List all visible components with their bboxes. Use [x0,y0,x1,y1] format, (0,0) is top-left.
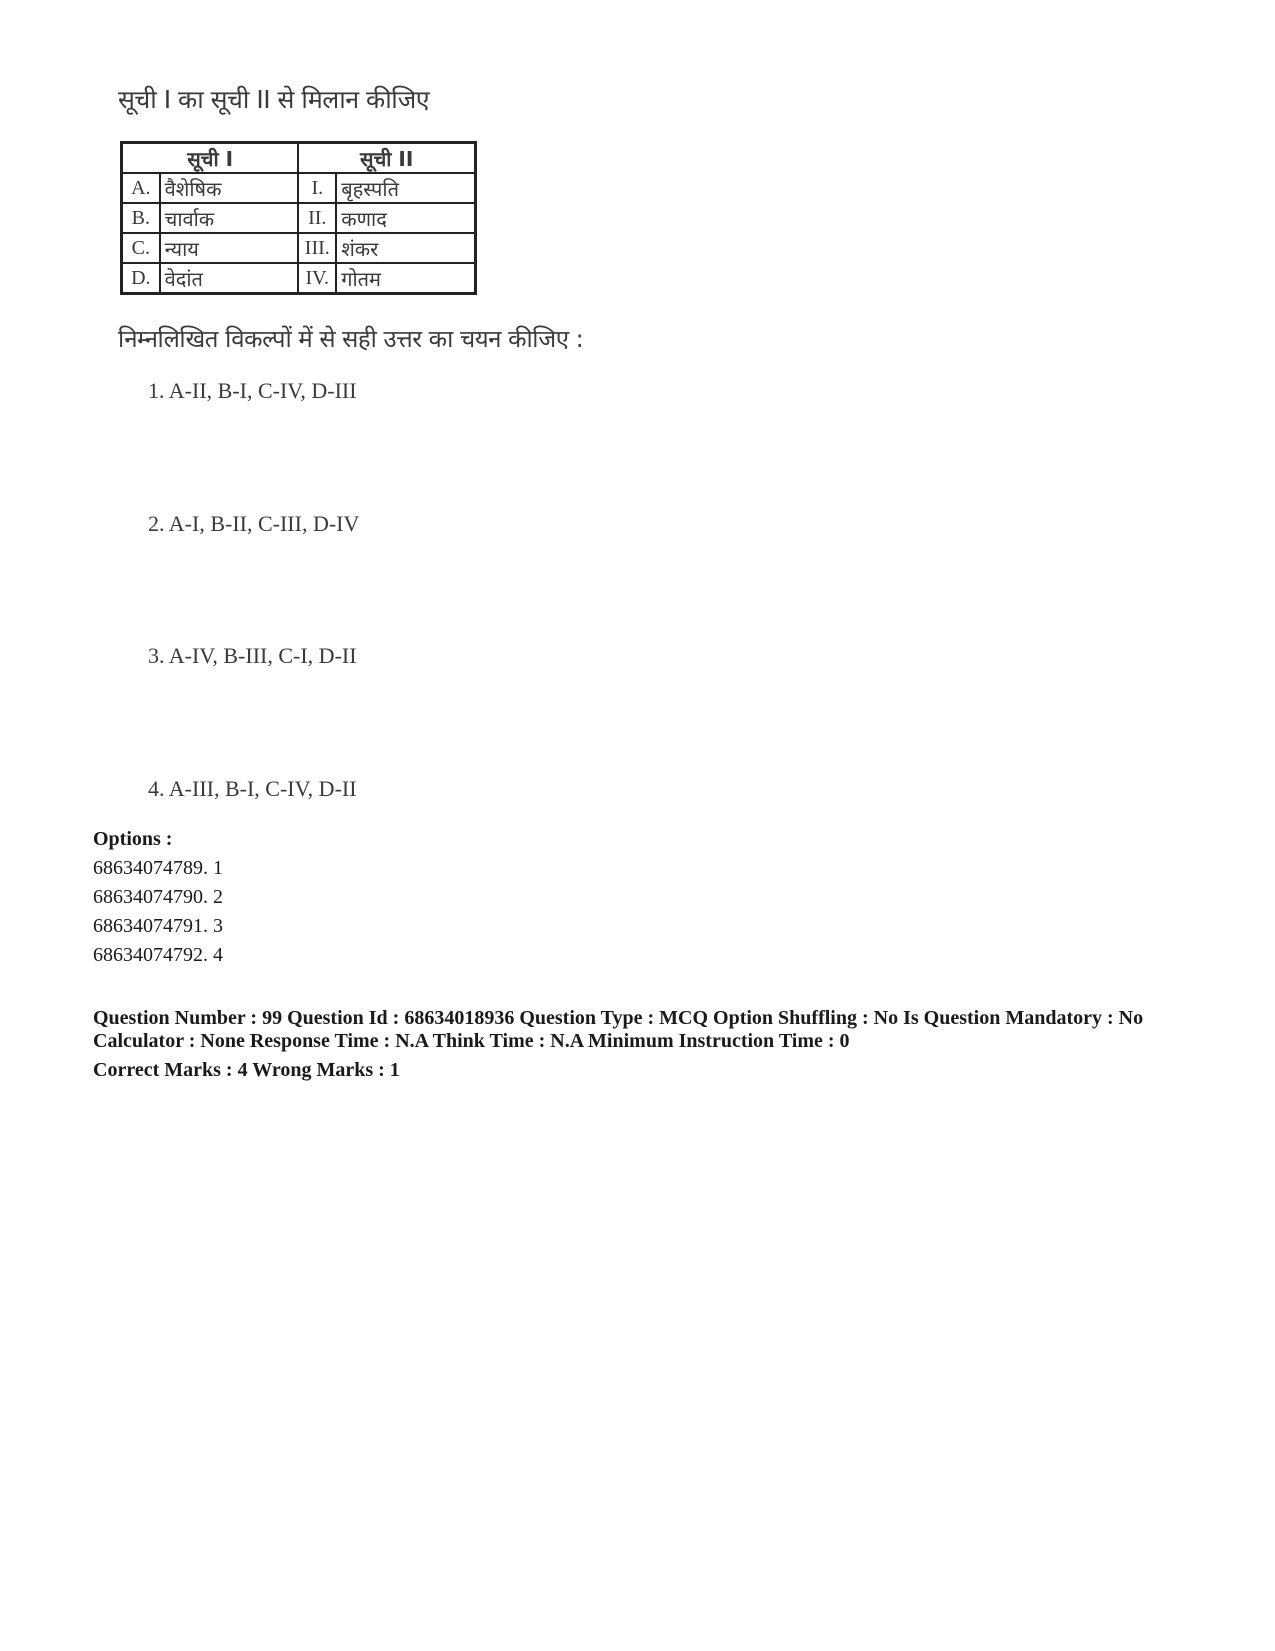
list-2-code: I. [298,173,336,203]
list-1-code: A. [122,173,160,203]
list-2-item: कणाद [336,203,475,233]
match-table-header-row [122,143,476,174]
option-item: 68634074789. 1 [93,857,223,879]
match-table [120,141,477,295]
table-row [122,233,476,263]
list-1-item: चार्वाक [160,203,299,233]
marks-metadata: Correct Marks : 4 Wrong Marks : 1 [93,1059,400,1081]
choose-prompt: निम्नलिखित विकल्पों में से सही उत्तर का चयन कीजिए : [118,325,584,353]
table-row [122,173,476,203]
option-item: 68634074790. 2 [93,886,223,908]
option-item: 68634074791. 3 [93,915,223,937]
list-1-item: न्याय [160,233,299,263]
list-1-code: D. [122,263,160,294]
table-row [122,263,476,294]
list-2-header: सूची II [298,143,475,174]
option-item: 68634074792. 4 [93,944,223,966]
answer-choice-4: 4. A-III, B-I, C-IV, D-II [148,776,357,801]
list-2-item: बृहस्पति [336,173,475,203]
list-1-header: सूची I [122,143,299,174]
list-2-code: II. [298,203,336,233]
options-heading: Options : [93,828,173,850]
answer-choice-3: 3. A-IV, B-III, C-I, D-II [148,643,357,668]
list-1-item: वैशेषिक [160,173,299,203]
list-2-item: गोतम [336,263,475,294]
question-image [0,0,1275,820]
list-1-code: B. [122,203,160,233]
list-2-code: III. [298,233,336,263]
list-1-item: वेदांत [160,263,299,294]
match-instruction: सूची I का सूची II से मिलान कीजिए [118,85,430,114]
list-2-code: IV. [298,263,336,294]
list-2-item: शंकर [336,233,475,263]
table-row [122,203,476,233]
answer-choice-1: 1. A-II, B-I, C-IV, D-III [148,378,357,403]
question-metadata: Question Number : 99 Question Id : 68634018936 Question Type : MCQ Option Shuffling : No Is Question Mandatory : No Calculator : None Response Time : N.A Think Time : N.A Minimum Instruction Time : 0 [93,1007,1144,1052]
answer-choice-2: 2. A-I, B-II, C-III, D-IV [148,511,360,536]
list-1-code: C. [122,233,160,263]
